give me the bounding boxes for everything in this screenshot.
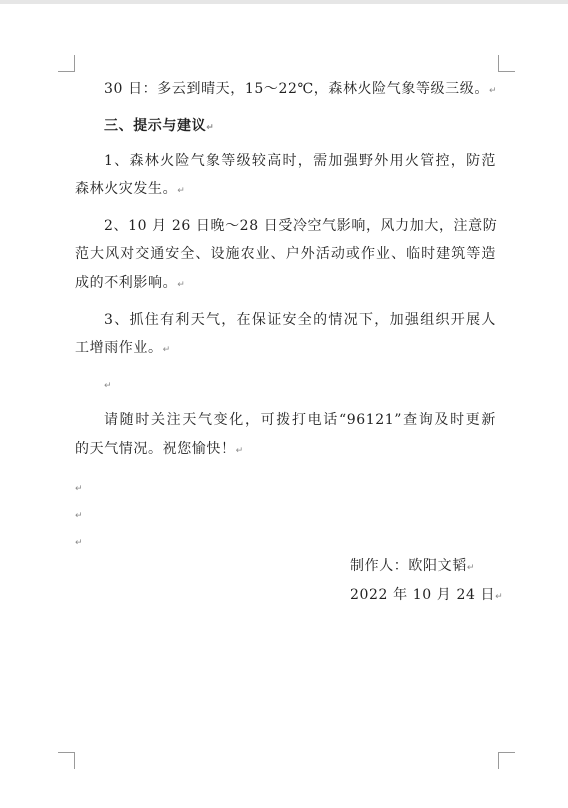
corner-mark-top-left	[58, 55, 75, 72]
tip-2-line-3	[75, 273, 185, 295]
paragraph-mark-icon: ↵	[177, 186, 185, 196]
paragraph-mark-icon: ↵	[206, 123, 214, 133]
paragraph-mark-icon: ↵	[75, 511, 83, 521]
paragraph-mark-icon: ↵	[235, 446, 244, 456]
tip-2-line-2: 范大风对交通安全、设施农业、户外活动或作业、临时建筑等造	[75, 246, 496, 262]
tip-3-line-2-text: 工增雨作业。	[75, 340, 163, 356]
paragraph-mark-icon: ↵	[488, 86, 497, 96]
section-heading-text: 三、提示与建议	[104, 118, 207, 134]
paragraph-mark-icon: ↵	[75, 484, 83, 494]
empty-paragraph	[104, 374, 112, 396]
paragraph-mark-icon: ↵	[162, 345, 171, 355]
tip-1-line-1: 1、森林火险气象等级较高时，需加强野外用火管控，防范	[104, 153, 496, 169]
empty-paragraph	[75, 477, 83, 499]
issue-date	[350, 585, 503, 607]
tip-3-line-1: 3、抓住有利天气，在保证安全的情况下，加强组织开展人	[104, 312, 496, 328]
forecast-day-30	[104, 79, 497, 101]
section-heading	[104, 116, 214, 138]
tip-3-line-2	[75, 338, 170, 360]
forecast-day-30-text: 30 日：多云到晴天，15～22℃，森林火险气象等级三级。	[104, 81, 489, 97]
notice-line-2	[75, 439, 243, 461]
paragraph-mark-icon: ↵	[177, 280, 185, 290]
paragraph-mark-icon: ↵	[75, 538, 83, 548]
notice-line-2-text: 的天气情况。祝您愉快！	[75, 441, 236, 457]
tip-1-line-2	[75, 179, 185, 201]
paragraph-mark-icon: ↵	[104, 381, 112, 391]
paragraph-mark-icon: ↵	[466, 563, 475, 573]
issue-date-text: 2022 年 10 月 24 日	[350, 587, 496, 603]
corner-mark-bottom-left	[58, 752, 75, 769]
producer-signature	[350, 556, 474, 578]
paragraph-mark-icon: ↵	[495, 592, 503, 602]
notice-line-1: 请随时关注天气变化，可拨打电话“96121”查询及时更新	[104, 412, 496, 428]
tip-2-line-1: 2、10 月 26 日晚～28 日受冷空气影响，风力加大，注意防	[104, 218, 498, 234]
tip-1-line-2-text: 森林火灾发生。	[75, 181, 178, 197]
corner-mark-top-right	[498, 55, 515, 72]
empty-paragraph	[75, 504, 83, 526]
empty-paragraph	[75, 531, 83, 553]
producer-text: 制作人：欧阳文韬	[350, 558, 467, 574]
tip-2-line-3-text: 成的不利影响。	[75, 275, 178, 291]
corner-mark-bottom-right	[498, 752, 515, 769]
